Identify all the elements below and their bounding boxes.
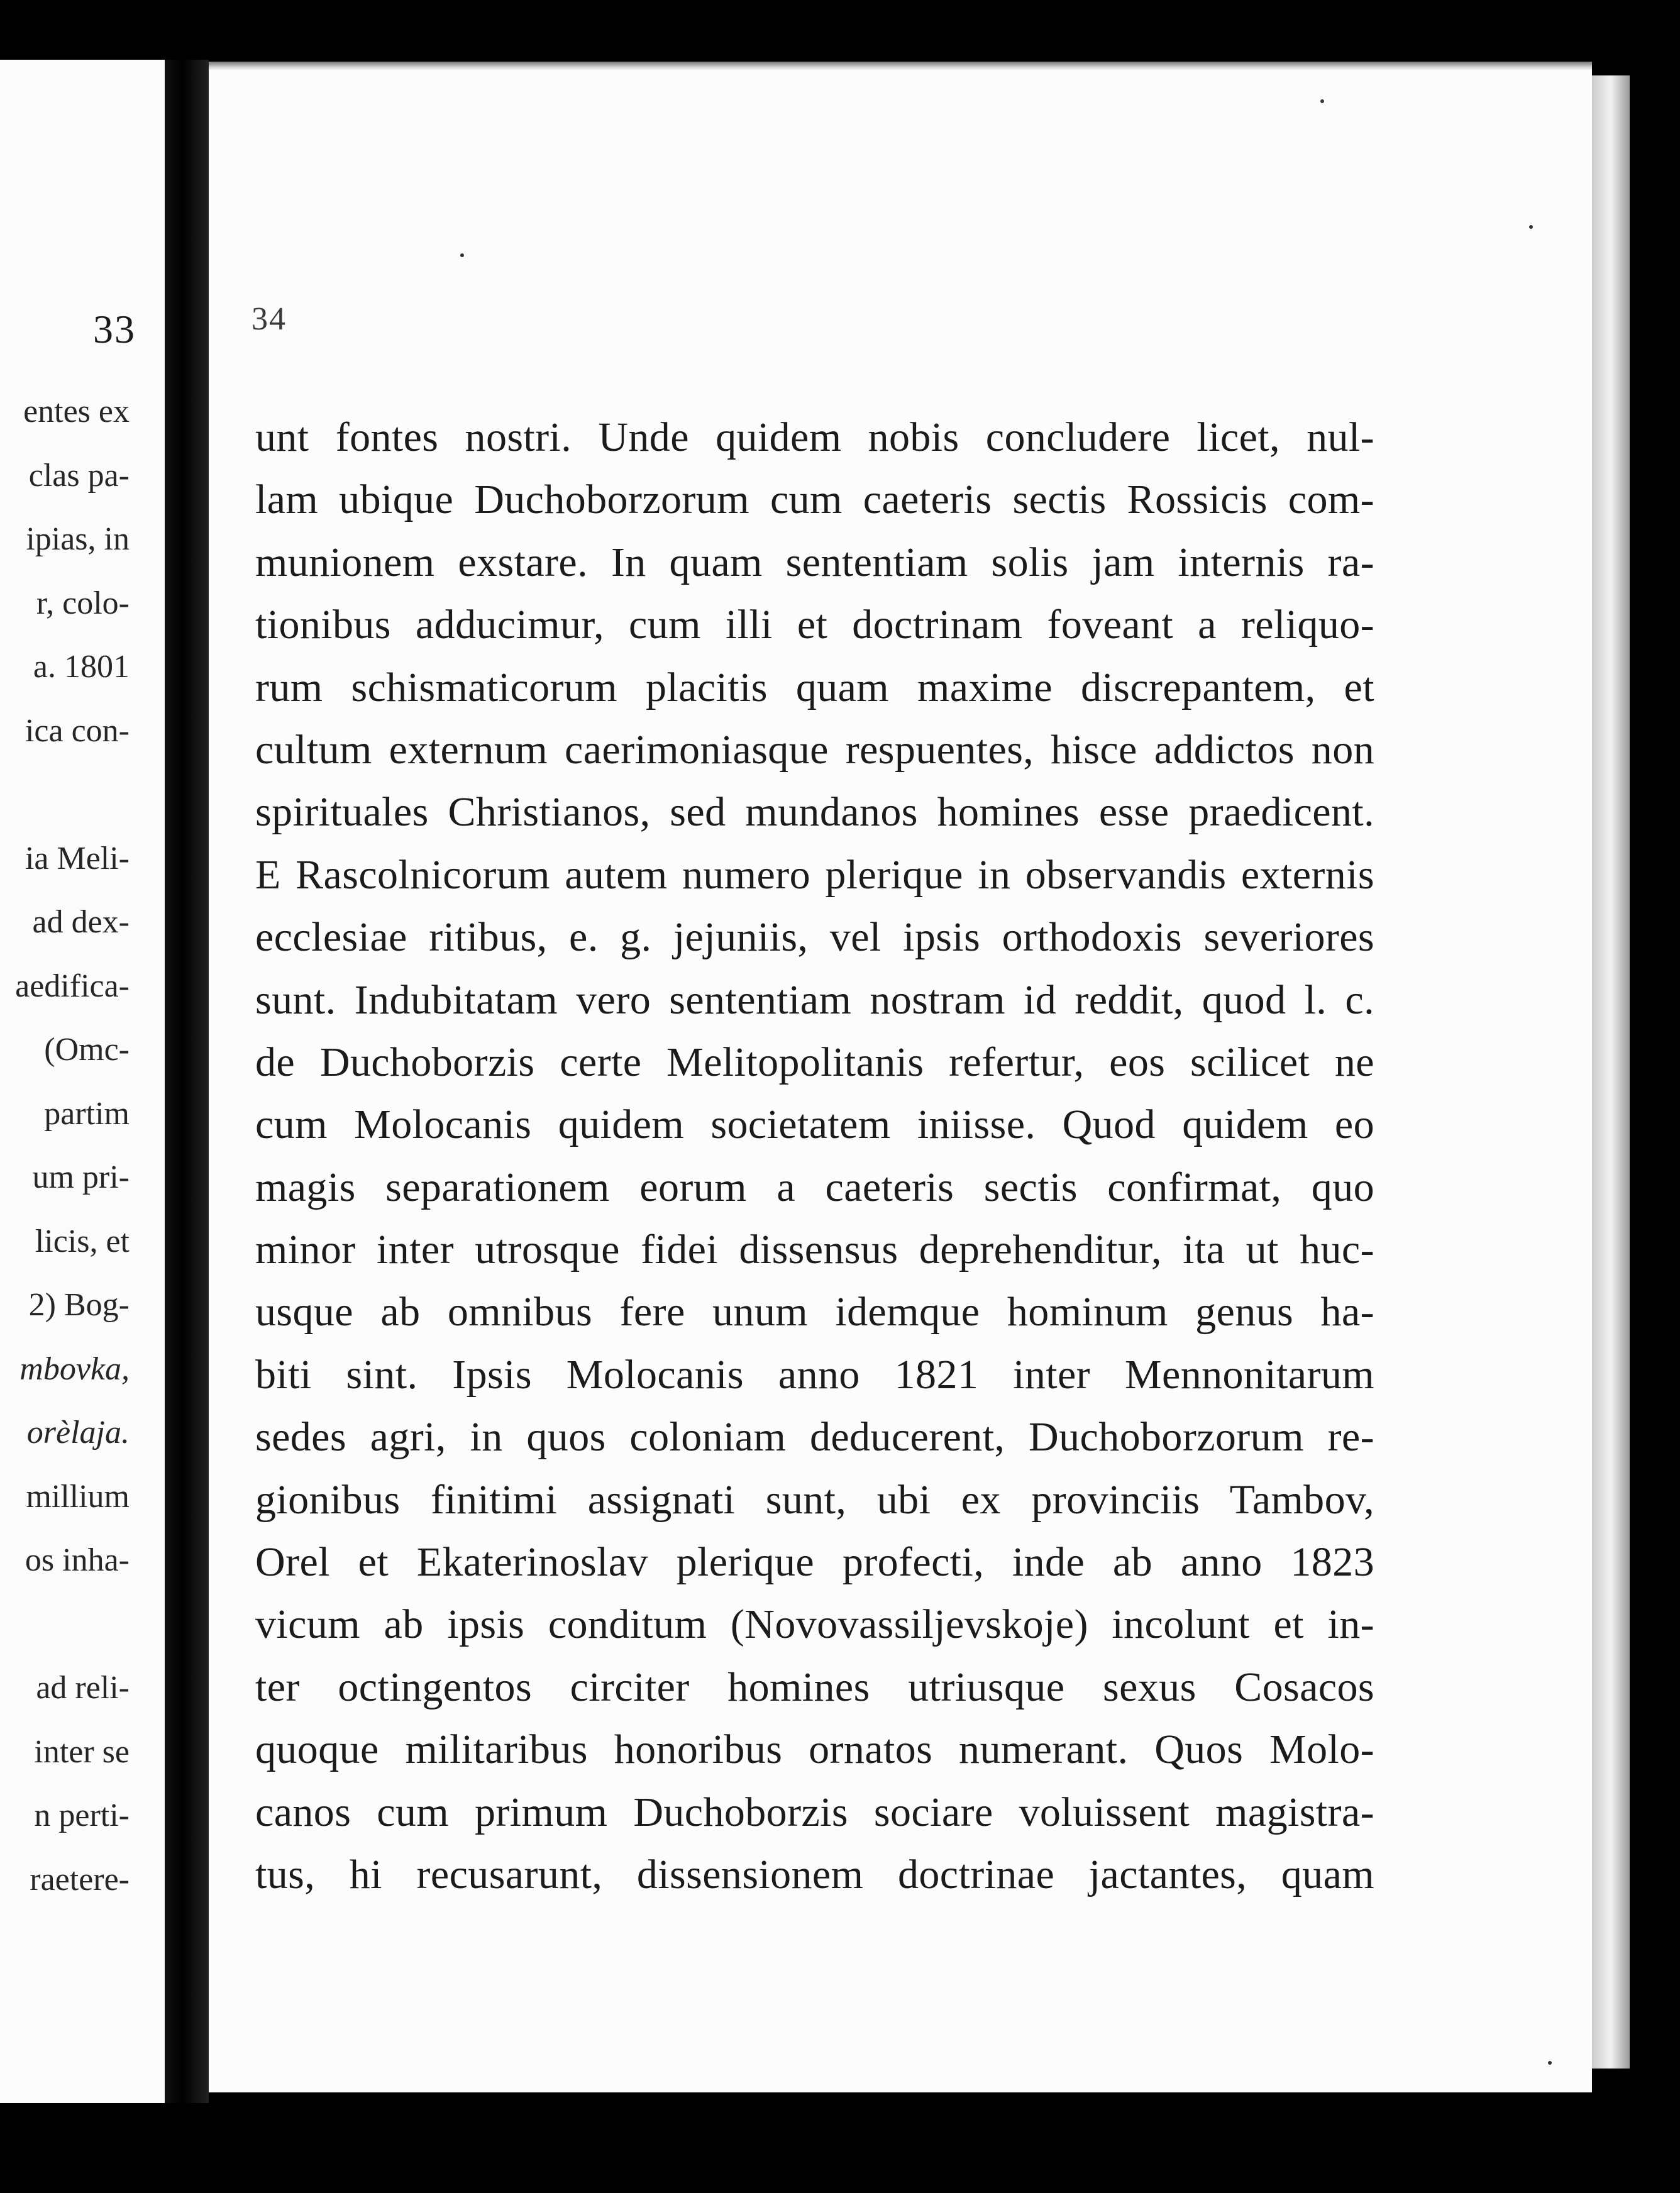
- right-page-number: 34: [251, 301, 287, 337]
- left-page-line: orèlaja.: [26, 1415, 130, 1450]
- text-line: gionibus finitimi assignati sunt, ubi ex provinciis Tambov,: [255, 1476, 1374, 1523]
- text-line: ter octingentos circiter homines utriusque sexus Cosacos: [255, 1664, 1374, 1710]
- text-line: Orel et Ekaterinoslav plerique profecti, inde ab anno 1823: [255, 1539, 1374, 1586]
- text-line: E Rascolnicorum autem numero plerique in observandis externis: [255, 851, 1374, 898]
- right-page: [209, 62, 1592, 2092]
- scan-speck: [1548, 2061, 1552, 2065]
- left-page-line: a. 1801: [33, 649, 130, 685]
- left-page-line: n perti-: [34, 1798, 130, 1833]
- page-top-edge: [209, 62, 1592, 70]
- text-line: vicum ab ipsis conditum (Novovassiljevskoje) incolunt et in-: [255, 1601, 1374, 1648]
- scan-speck: [460, 253, 464, 257]
- text-line: cum Molocanis quidem societatem iniisse. Quod quidem eo: [255, 1102, 1374, 1148]
- left-page-text: [0, 60, 165, 2103]
- left-page-line: ad dex-: [32, 904, 130, 940]
- text-line: unt fontes nostri. Unde quidem nobis concludere licet, nul-: [255, 414, 1374, 460]
- text-line: minor inter utrosque fidei dissensus deprehenditur, ita ut huc-: [255, 1227, 1374, 1273]
- text-line: sunt. Indubitatam vero sententiam nostram id reddit, quod l. c.: [255, 976, 1374, 1023]
- left-page-line: clas pa-: [28, 457, 130, 494]
- text-line: ecclesiae ritibus, e. g. jejuniis, vel ipsis orthodoxis severiores: [255, 914, 1374, 961]
- left-page-line: ica con-: [25, 712, 130, 749]
- text-line: sedes agri, in quos coloniam deducerent, Duchoborzorum re-: [255, 1414, 1374, 1461]
- left-page-line: ia Meli-: [25, 840, 130, 876]
- left-page-line: 2) Bog-: [28, 1287, 130, 1323]
- book-gutter: [165, 60, 209, 2103]
- left-page-line: ad reli-: [36, 1670, 130, 1706]
- text-line: biti sint. Ipsis Molocanis anno 1821 inter Mennonitarum: [255, 1351, 1374, 1398]
- left-page-line: partim: [44, 1095, 130, 1132]
- text-line: rum schismaticorum placitis quam maxime discrepantem, et: [255, 664, 1374, 710]
- left-page-line: um pri-: [32, 1159, 130, 1195]
- scan-background: [1630, 0, 1680, 2193]
- left-page-line: millium: [26, 1478, 130, 1515]
- text-line: quoque militaribus honoribus ornatos numerant. Quos Molo-: [255, 1726, 1374, 1773]
- left-page-number: 33: [93, 307, 136, 351]
- text-line: cultum externum caerimoniasque respuentes, hisce addictos non: [255, 726, 1374, 773]
- text-line: de Duchoborzis certe Melitopolitanis refertur, eos scilicet ne: [255, 1039, 1374, 1085]
- left-page-line: mbovka,: [19, 1351, 130, 1387]
- text-line: magis separationem eorum a caeteris sectis confirmat, quo: [255, 1164, 1374, 1210]
- text-line: usque ab omnibus fere unum idemque hominum genus ha-: [255, 1289, 1374, 1335]
- text-line: lam ubique Duchoborzorum cum caeteris sectis Rossicis com-: [255, 477, 1374, 523]
- left-page-line: raetere-: [30, 1861, 130, 1897]
- text-line: canos cum primum Duchoborzis sociare voluissent magistra-: [255, 1789, 1374, 1835]
- left-page-line: entes ex: [23, 394, 130, 429]
- left-page-line: (Omc-: [44, 1032, 130, 1068]
- scan-speck: [1529, 225, 1533, 229]
- left-page-line: os inha-: [25, 1542, 130, 1578]
- left-page-line: r, colo-: [36, 585, 130, 621]
- text-line: tionibus adducimur, cum illi et doctrinam foveant a reliquo-: [255, 602, 1374, 648]
- text-line: spirituales Christianos, sed mundanos homines esse praedicent.: [255, 789, 1374, 836]
- text-line: munionem exstare. In quam sententiam solis jam internis ra-: [255, 539, 1374, 585]
- left-page-line: ipias, in: [26, 521, 130, 557]
- left-page-line: aedifica-: [15, 968, 130, 1004]
- left-page: [0, 60, 165, 2103]
- next-leaf-edge: [1592, 75, 1630, 2069]
- left-page-line: inter se: [34, 1733, 130, 1770]
- left-page-line: licis, et: [35, 1223, 130, 1259]
- scan-speck: [1320, 99, 1324, 103]
- text-line: tus, hi recusarunt, dissensionem doctrinae jactantes, quam: [255, 1851, 1374, 1897]
- right-page-text: [255, 406, 1374, 1906]
